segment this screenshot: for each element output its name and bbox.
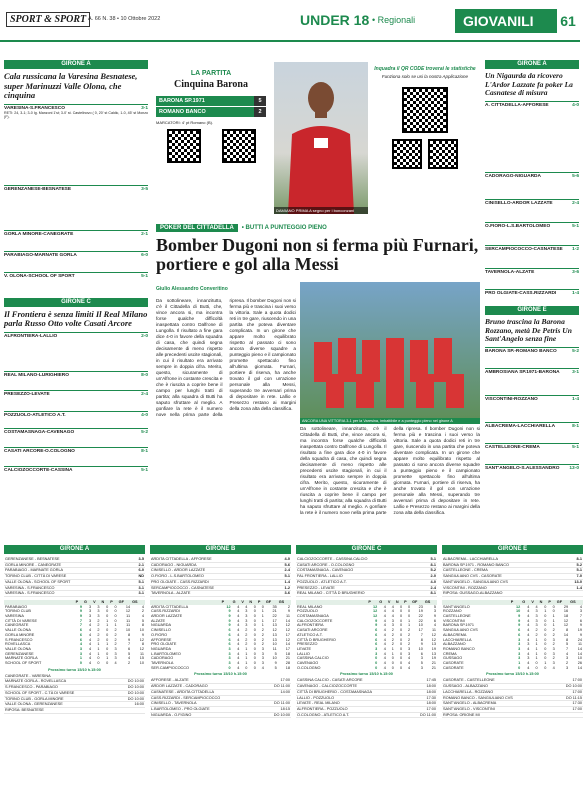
group-header: GIRONE C — [296, 545, 437, 554]
standings-table: P G V N P GF GS PARABIAGO 9 3 3 0 0 14 4 TORINO CLUB 9 3 3 0 0 12 2 VARESINA 9 3 3 0 0 11 4 CITTÀ DI VARESE 7 3 2 1 0 11 5 CANEGRATE 7 4 2 1 1 11 8 VALLE OLONA 6 4 2 0 2 10 10 GORLA MINORE 6 4 2 0 2 8 9 S.FRANCESCO 6 4 2 0 2 9 12 ROVELLASCA 4 4 1 1 2 7 8 VALLE OLONA 3 4 1 0 3 6 12 GERENZANESE 3 4 1 0 3 5 11 MARNATE GORLA 1 4 0 1 3 4 15 SCHOOL OF SPORT 0 4 0 0 4 2 10 — [5, 599, 144, 666]
match-title: CINISELLO-ARDOR LAZZATE 2-4 — [485, 200, 579, 206]
standings-row: PRO OLGIATE 6 4 2 0 2 10 14 — [151, 642, 290, 647]
fixture-row: LACCHIARELLA - ROZZANO 17:00 — [443, 689, 582, 694]
match-title: CADORAGO-NIGUARDA 5-6 — [485, 173, 579, 179]
standings-row: VALLE OLONA 3 4 1 0 3 6 12 — [5, 646, 144, 651]
player-photo — [274, 62, 368, 214]
result-row: SANGIULIANO CVS - CASORATE 7-0 — [443, 574, 582, 579]
standings-row: CALCIOZOCCORTE 9 4 3 0 1 22 6 — [297, 618, 436, 623]
standings-row: CANEGRATE 7 4 2 1 1 11 8 — [5, 623, 144, 628]
standings-row: O.FIORO 6 4 2 0 2 13 17 — [151, 632, 290, 637]
match-details-filler — [485, 179, 579, 197]
fixture-row: LALLIO - POZZUOLO 17:30 — [297, 695, 436, 700]
newspaper-logo: SPORT & SPORT — [6, 12, 90, 27]
standings-row: LALLIO 3 4 1 0 3 6 13 — [297, 651, 436, 656]
fixture-row: NIGUARDA - O.FIGINO DO 10:00 — [151, 712, 290, 717]
match-title: VARESINA-S.FRANCESCO 3-1 — [4, 105, 148, 111]
result-row: VARESINA - S.FRANCESCO 3-1 — [5, 591, 144, 596]
standings-row: SANT'ANGELO 12 4 4 0 0 29 4 — [443, 604, 582, 609]
match-title: VISCONTINI-ROZZANO 1-4 — [485, 396, 579, 402]
match-box-label: LA PARTITA — [190, 70, 232, 77]
scorers: MARCATORI: 4' pt Romano (B). — [156, 120, 214, 125]
team-score: 5 — [254, 96, 266, 106]
fixture-row: RIPOSA: ORIONE MI — [442, 712, 583, 718]
match-details-filler — [4, 258, 148, 270]
standings-row: AFFORESE 6 4 2 0 2 13 12 — [151, 637, 290, 642]
fixture-row: CASORATE - CASTELLEONE 17:00 — [443, 678, 582, 683]
standings-row: TORINO CLUB 9 3 3 0 0 12 2 — [5, 609, 144, 614]
next-round-table — [296, 678, 437, 718]
match-title: CASTELLEONE-CREMA 5-1 — [485, 445, 579, 451]
team-score: 2 — [254, 107, 266, 117]
page-number: 61 — [557, 9, 579, 33]
match-details-filler — [4, 454, 148, 464]
standings-row: CASSINA CALCIO 0 4 0 0 4 3 19 — [297, 656, 436, 661]
section-label: GIOVANILI — [455, 9, 557, 33]
fixture-row: GUSSAGO - ALBAZZANO DO 10:00 — [443, 684, 582, 689]
match-details-filler — [4, 280, 148, 294]
standings-row: LEVATE 3 4 1 0 3 10 19 — [297, 646, 436, 651]
fixture-row: ALFRONTIERA - POZZUOLO 17:00 — [297, 706, 436, 711]
match-details-filler — [4, 397, 148, 409]
fixture-row: MARNATE GORLA - ROVELLASCA DO 10:00 — [5, 679, 144, 684]
standings-row: ARDITA CITTADELLA 12 4 4 0 0 35 2 — [151, 604, 290, 609]
standings-row: ALBAZZANO 3 3 1 0 2 5 11 — [443, 642, 582, 647]
fixture-row: ROMANO BANCO - SANGIULIANO CVS DO 11:15 — [443, 695, 582, 700]
match-details-filler — [485, 354, 579, 366]
result-row: PRESEZZO - LEVATE 2-4 — [297, 585, 436, 590]
result-row: TAVERNOLA - ALZATE 3-6 — [151, 591, 290, 596]
standings-row: ROZZANO 10 4 3 1 0 16 3 — [443, 609, 582, 614]
results-table — [296, 557, 437, 597]
player-silhouette — [274, 62, 368, 214]
result-row: ALBACREMA - LACCHIARELLA 8-1 — [443, 557, 582, 561]
team-name: ROMANO BANCO — [156, 107, 254, 117]
standings-row: LACCHIARELLA 3 4 1 0 3 8 24 — [443, 637, 582, 642]
result-row: ARDITA CITTADELLA - AFFORESE 4-0 — [151, 557, 290, 561]
standings-row: CREMA 3 4 1 0 3 4 14 — [443, 651, 582, 656]
qr-code-icon[interactable] — [428, 139, 458, 169]
standings-table: P G V N P GF GS SANT'ANGELO 12 4 4 0 0 29 4 ROZZANO 10 4 3 1 0 16 3 CASTELLEONE 9 4 3 0 1 18 7 VISCONTINI 9 4 3 0 1 12 6 BARONA SP.1971 9 4 3 0 1 12 9 SANGIULIANO CVS 6 4 2 0 2 8 19 ALBACREMA 6 4 2 0 2 14 9 LACCHIARELLA 3 4 1 0 3 8 24 ALBAZZANO 3 3 1 0 2 5 11 ROMANO BANCO 3 4 1 0 3 7 14 CREMA 3 4 1 0 3 4 14 GUSSAGO 3 3 1 0 2 3 10 CASORATE 1 4 0 1 3 2 26 CASORATE 0 4 0 0 4 3 14 — [443, 599, 582, 670]
left-column — [4, 60, 148, 473]
match-title: PRO OLGIATE-CASS.RIZZARDI 1-4 — [485, 291, 579, 297]
standings-row: GORLA MINORE 6 4 2 0 2 8 9 — [5, 632, 144, 637]
standings-row: CASORATE 0 4 0 0 4 3 14 — [443, 665, 582, 670]
standings-row: ARDOR LAZZATE 9 4 3 0 1 22 11 — [151, 614, 290, 619]
result-row: CASTELLEONE - CREMA 5-1 — [443, 568, 582, 573]
standings-row: TAVERNOLA 3 4 1 0 3 9 28 — [151, 661, 290, 666]
fixture-row: SCHOOL OF SPORT - C.TÀ DI VARESE DO 10:00 — [5, 690, 144, 695]
qr-promo — [370, 66, 480, 216]
match-title: CASATI ARCORE-O.COLOGNO 8-1 — [4, 449, 148, 455]
result-row: SERCAMPIOCOCCO - CASNATESE 1-2 — [151, 585, 290, 590]
match-details: RETI: 24, 3-1; 3-0 Ig. Manzoni 1'st; 3-0' st. Castelinovo ( 0, 20' st Caldic, 1-0, 45' st Monzo (F). — [4, 110, 148, 119]
match-title: TAVERNOLA-ALZATE 3-6 — [485, 269, 579, 275]
group-results-block — [296, 545, 437, 718]
result-row: VARESINA - S.FRANCESCO 3-1 — [5, 585, 144, 590]
results-table — [150, 557, 291, 597]
standings-row: GUSSAGO 3 3 1 0 2 3 10 — [443, 656, 582, 661]
standings-row: O.COLOGNO 0 4 0 0 4 3 21 — [297, 665, 436, 670]
scoreboard — [156, 96, 266, 117]
team-silhouettes — [300, 282, 480, 418]
group-header: GIRONE B — [150, 545, 291, 554]
result-row: FAL FRONTIERA - LALLIO 2-0 — [297, 574, 436, 579]
result-row: GORLA MINORE - CANEGRATE 2-1 — [5, 562, 144, 567]
fixture-row: CITTÀ DI BRUGHERIO - COSTAMASNAGA 18:00 — [297, 689, 436, 694]
match-details-filler — [4, 192, 148, 228]
page-header — [0, 0, 580, 42]
fixture-row: SANT'ANGELO - VISCONTINI 17:00 — [443, 706, 582, 711]
group-header-e: GIRONE E — [485, 306, 579, 315]
group-results-block — [4, 545, 145, 714]
qr-code-icon[interactable] — [392, 139, 422, 169]
team-photo-caption: ANCORA UNA VITTORIA 3-1 per la Varesina, imbattibile e a punteggio pieno nel girone A — [300, 418, 480, 424]
standings-row: CITTÀ D BRUGHERIO 6 4 2 0 2 8 12 — [297, 637, 436, 642]
result-row: TORINO CLUB - CITTÀ DI VARESE ND — [5, 574, 144, 579]
match-title: COSTAMASNAGA-CAVENAGO 5-2 — [4, 429, 148, 435]
standings-row: CITTÀ DI VARESE 7 3 2 1 0 11 5 — [5, 618, 144, 623]
standings-row: PARABIAGO 9 3 3 0 0 14 4 — [5, 604, 144, 609]
standings-row: BARONA SP.1971 9 4 3 0 1 12 9 — [443, 623, 582, 628]
fixture-row: LEVATE - REAL MILANO 18:00 — [297, 701, 436, 706]
match-title: PARABIAGO-MARNATE GORLA 6-0 — [4, 253, 148, 259]
standings-row: GERENZANESE 3 4 1 0 3 5 11 — [5, 651, 144, 656]
match-title: A. CITTADELLA-AFFORESE 4-0 — [485, 102, 579, 108]
match-details-filler — [485, 275, 579, 287]
group-results-block — [150, 545, 291, 718]
result-row: CADORAGO - NIGUARDA 5-6 — [151, 562, 290, 567]
headline-a: Cala russicana la Varesina Besnatese, super Marinuzzi Valle Olona, che cinquina — [4, 71, 138, 100]
match-details-filler — [485, 402, 579, 420]
standings-row: CASATI ARCORE 6 4 2 0 2 17 11 — [297, 628, 436, 633]
result-row: VISCONTINI - ROZZANO 1-4 — [443, 585, 582, 590]
standings-row: POZZUOLO 12 4 4 0 0 19 3 — [297, 609, 436, 614]
match-title: ALFRONTIERA-LALLIO 2-0 — [4, 333, 148, 339]
standings-row: VALLE OLONA 6 4 2 0 2 10 10 — [5, 628, 144, 633]
results-table — [4, 557, 145, 597]
match-title: ALBACREMA-LACCHIARELLA 8-1 — [485, 423, 579, 429]
match-details-filler — [4, 237, 148, 249]
standings-row: S.FRANCESCO 6 4 2 0 2 9 12 — [5, 637, 144, 642]
standings-row: REAL MILANO 12 4 4 0 0 23 5 — [297, 604, 436, 609]
match-details-filler — [4, 418, 148, 426]
next-round-label: Prossimo turno 15/10 h.15:00 — [48, 667, 101, 672]
match-details-filler — [485, 429, 579, 441]
standings-table: P G V N P GF GS ARDITA CITTADELLA 12 4 4 0 0 35 2 CASS.RIZZARDI 9 4 3 0 1 21 9 ARDOR LAZZATE 9 4 3 0 1 22 11 ALZATE 9 4 3 0 1 17 14 NIGUARDA 9 4 3 0 1 13 12 CINISELLO 6 4 2 0 2 12 12 O.FIORO 6 4 2 0 2 13 17 AFFORESE 6 4 2 0 2 13 12 PRO OLGIATE 6 4 2 0 2 10 14 NIGUARDA 3 4 1 0 3 11 17 L.BARTOLOMEO 3 4 1 0 3 5 18 CADORAGO 3 4 1 0 3 10 21 TAVERNOLA 3 4 1 0 3 9 28 SER.CAMPIOCOCCO 0 4 0 0 4 5 18 — [151, 599, 290, 670]
match-title: V. OLONA-SCHOOL OF SPORT 5-1 — [4, 274, 148, 280]
result-row: SANT'ANGELO - SANGIULIANO CVS 13-0 — [443, 579, 582, 584]
match-title: GORLA MINORE-CANEGRATE 2-1 — [4, 232, 148, 238]
qr-title: Inquadra il QR CODE troverai le statistiche — [374, 66, 476, 72]
headline-ra: Un Nigaurda da ricovero L'Ardor Lazzate fa poker La Casnatese di misura — [485, 71, 573, 97]
match-box — [156, 70, 266, 176]
next-round-label: Prossimo turno 15/10 h.15:00 — [486, 672, 539, 677]
match-details-filler — [485, 108, 579, 170]
result-row: CASATI ARCORE - O.COLOGNO 8-1 — [297, 562, 436, 567]
result-row: BARONA SP.1971 - ROMANO BANCO 5-2 — [443, 562, 582, 567]
match-details-filler — [485, 450, 579, 462]
fixture-row: AFFORESE - ALZATE 17:00 — [151, 678, 290, 683]
standings-row: SANGIULIANO CVS 6 4 2 0 2 8 19 — [443, 628, 582, 633]
match-details-filler — [485, 375, 579, 393]
fixture-row: CINISELLO - TAVERNOLA DO 11:00 — [151, 701, 290, 706]
group-header-a: GIRONE A — [4, 60, 148, 69]
category-label: UNDER 18 — [300, 12, 370, 28]
standings-row: ALBACREMA 6 4 2 0 2 14 9 — [443, 632, 582, 637]
group-header: GIRONE E — [442, 545, 583, 554]
match-details-filler — [4, 121, 148, 183]
match-title: AMBROSIANA SP.1971-BARONA 3-1 — [485, 369, 579, 375]
match-details-filler — [4, 435, 148, 445]
fixture-row: L.BARTOLOMEO - PRO OLGIATE 18:15 — [151, 706, 290, 711]
next-round-table — [150, 678, 291, 718]
right-column — [485, 60, 579, 471]
qr-code-icon[interactable] — [167, 129, 201, 163]
match-title: GERENZANESE-BESNATESE 3-5 — [4, 187, 148, 193]
match-details-filler — [485, 206, 579, 220]
standings-row: SCHOOL OF SPORT 0 4 0 0 4 2 10 — [5, 661, 144, 666]
standings-row: VISCONTINI 9 4 3 0 1 12 6 — [443, 618, 582, 623]
result-row: CALCIOZOCCORTE - CASSINA CALCIO 5-1 — [297, 557, 436, 561]
standings-row: CAVENAGO 0 4 0 0 4 5 21 — [297, 661, 436, 666]
next-round-table — [4, 674, 145, 714]
result-row: O.FIORO - L.S.BARTOLOMEO 5-1 — [151, 574, 290, 579]
match-title: BARONA SP.-ROMANO BANCO 5-2 — [485, 348, 579, 354]
result-row: PARABIAGO - MARNATE GORLA 6-0 — [5, 568, 144, 573]
results-table — [442, 557, 583, 597]
result-row: REAL MILANO - CITTÀ D BRUGHERIO 8-1 — [297, 591, 436, 596]
standings-row: PRESEZZO 6 4 2 0 2 9 13 — [297, 642, 436, 647]
standings-row: NIGUARDA 9 4 3 0 1 13 12 — [151, 623, 290, 628]
group-header-c: GIRONE C — [4, 298, 148, 307]
result-row: COSTAMASNAGA - CAVENAGO 5-2 — [297, 568, 436, 573]
match-title: CALCIOZOCCORTE-CASSINA 5-1 — [4, 468, 148, 474]
qr-code-icon[interactable] — [222, 129, 256, 163]
fixture-row: CANEGRATE - VARESINA — [4, 674, 145, 679]
group-header-a: GIRONE A — [485, 60, 579, 69]
fixture-row: ARDOR LAZZATE - CADORAGO DO 11:00 — [151, 684, 290, 689]
match-title: SERCAMPIOCOCCO-CASNATESE 1-2 — [485, 246, 579, 252]
standings-row: COSTAMASNAGA 12 4 4 0 0 22 9 — [297, 614, 436, 619]
standings-row: MARNATE GORLA 1 4 0 1 3 4 15 — [5, 656, 144, 661]
article-title: Bomber Dugoni non si ferma più Furnari, portiere e gol alla Messi — [156, 235, 479, 274]
standings-row: ROVELLASCA 4 4 1 1 2 7 8 — [5, 642, 144, 647]
standings-row: CINISELLO 6 4 2 0 2 12 12 — [151, 628, 290, 633]
team-photo — [300, 282, 480, 418]
result-row: RIPOSA: GUSSAGO-ALBAZZANO — [442, 591, 583, 597]
result-row: VALLE OLONA - SCHOOL OF SPORT 5-1 — [5, 579, 144, 584]
standings-row: CASORATE 1 4 0 1 3 2 26 — [443, 661, 582, 666]
standings-row: L.BARTOLOMEO 3 4 1 0 3 5 18 — [151, 651, 290, 656]
qr-code-icon[interactable] — [402, 87, 448, 133]
fixture-row: SANT'ANGELO - ALBACREMA 17:30 — [443, 701, 582, 706]
standings-row: CADORAGO 3 4 1 0 3 10 21 — [151, 656, 290, 661]
match-details-filler — [4, 339, 148, 369]
match-title: O.FIORO-L.S.BARTOLOMEO 5-1 — [485, 223, 579, 229]
fixture-row: TORINO CLUB - GORLA MINORE DO 10:00 — [5, 696, 144, 701]
fixture-row: RIPOSA: BESNATESE — [4, 707, 145, 713]
fixture-row: S.FRANCESCO - PARABIAGO DO 10:00 — [5, 685, 144, 690]
fixture-row: CAVENAGO - CALCIOZOCCORTE 18:00 — [297, 684, 436, 689]
match-title: POZZUOLO-ATLETICO A.T. 4-0 — [4, 412, 148, 418]
group-header: GIRONE A — [4, 545, 145, 554]
match-details-filler — [485, 229, 579, 243]
headline-c: Il Frontiera è senza limiti Il Real Milano parla Russo Otto volte Casati Arcore — [4, 308, 148, 329]
match-details-filler — [485, 252, 579, 266]
standings-row: CASS.RIZZARDI 9 4 3 0 1 21 9 — [151, 609, 290, 614]
fixture-row: CASSINA CALCIO - CASATI ARCORE 17:45 — [297, 678, 436, 683]
team-name: BARONA SP.1971 — [156, 96, 254, 106]
match-details-filler — [4, 378, 148, 388]
match-title: SANT'ANGELO-S.ALESSANDRO 13-0 — [485, 466, 579, 472]
article-body: Da sottolineare, innanzitutto, c'è il Cittadella di Butti, che, vince ancora si, ma incontra forse qualche difficoltà inaspettata contro Dalfrone di Lungolla. Il risultato a fine gara dice 4-0 in favore della squadra di casa, che quindi segna decisamente di meno rispetto alle precedenti uscite stagionali, in cui il risultato era arrivato sempre in doppia cifra. Merito, questo, sicuramente di un'Alfrone in costante crescita e che è riuscita a coprire bene il campo per lunghi tratti di partita; alla squadra di Butti ha saputo sfruttare al meglio. A gonfiare la rete è il numero nove nella prima parte della ripresa. Il bomber Dugoni non si ferma più e trascina i suoi verso la vittoria. Sale a quota dodici reti in tre gare, riuscendo in una partita che poteva diventare complicata. In un girone che appare molto equilibrato rispetto al passato ci sono ancora diverse squadre a punteggio pieno e il campionato promette spettacolo fino all'ultima giornata. Furnari, portiere di riserva, ha anche trovato il gol con un'azione personale alla Messi, superando tre avversari prima di depositare in rete. Lallio e Presezzo restano ai margini della zona alta della classifica. — [156, 298, 296, 417]
match-title: REAL MILANO-LURIGHIERO 8-0 — [4, 372, 148, 378]
fixture-row: CASNATESE - ARDITA CITTADELLA 14:00 — [151, 689, 290, 694]
standings-row: SER.CAMPIOCOCCO 0 4 0 0 4 5 18 — [151, 665, 290, 670]
standings-row: CASTELLEONE 9 4 3 0 1 18 7 — [443, 614, 582, 619]
result-row: CINISELLO - ARDOR LAZZATE 2-4 — [151, 568, 290, 573]
match-title: PRESEZZO-LEVATE 2-4 — [4, 391, 148, 397]
next-round-table — [442, 678, 583, 718]
fixture-row: VALLE OLONA - GERENZANESE 16:00 — [5, 702, 144, 707]
match-box-title: Cinquina Barona — [173, 79, 248, 90]
article-byline: Giulio Alessandro Converitino — [156, 286, 228, 292]
subcategory-label: • Regionali — [372, 15, 416, 25]
next-round-label: Prossimo turno 15/10 h.15:00 — [340, 672, 393, 677]
issue-info: A. 66 N. 38 • 10 Ottobre 2022 — [88, 16, 161, 22]
fixture-row: O.COLOGNO - ATLETICO A.T. DO 11:00 — [297, 712, 436, 717]
standings-row: NIGUARDA 3 4 1 0 3 11 17 — [151, 646, 290, 651]
photo-caption: DAMIANO PRIMA A segno per i bonconzani — [274, 207, 368, 214]
result-row: PRO OLGIATE - CASS.RIZZARDI 1-4 — [151, 579, 290, 584]
article-body-continued: Da sottolineare, innanzitutto, c'è il Cittadella di Butti, che, vince ancora si, ma incontra forse qualche difficoltà inaspettata contro Dalfrone di Lungolla. Il risultato a fine gara dice 4-0 in favore della squadra di casa, che quindi segna decisamente di meno rispetto alle precedenti uscite stagionali, in cui il risultato era arrivato sempre in doppia cifra. Merito, questo, sicuramente di un'Alfrone in costante crescita e che è riuscita a coprire bene il campo per lunghi tratti di partita; alla squadra di Butti ha saputo sfruttare al meglio. A gonfiare la rete è il numero nove nella prima parte della ripresa. Il bomber Dugoni non si ferma più e trascina i suoi verso la vittoria. Sale a quota dodici reti in tre gare, riuscendo in una partita che poteva diventare complicata. In un girone che appare molto equilibrato rispetto al passato ci sono ancora diverse squadre a punteggio pieno e il campionato promette spettacolo fino all'ultima giornata. Furnari, portiere di riserva, ha anche trovato il gol con un'azione personale alla Messi, superando tre avversari prima di depositare in rete. Lallio e Presezzo restano ai margini della zona alta della classifica. — [300, 426, 480, 515]
standings-row: ROMANO BANCO 3 4 1 0 3 7 14 — [443, 646, 582, 651]
next-round-label: Prossimo turno 15/10 h.15:00 — [194, 672, 247, 677]
qr-text: Funziona solo se usi la nostra Applicazione — [381, 74, 469, 79]
standings-row: ALFRONTIERA 9 4 3 0 1 10 4 — [297, 623, 436, 628]
group-results-block — [442, 545, 583, 718]
fixture-row: CASS.RIZZARDI - SERCAMPIOCOCCO — [150, 695, 291, 701]
standings-table: P G V N P GF GS REAL MILANO 12 4 4 0 0 23 5 POZZUOLO 12 4 4 0 0 19 3 COSTAMASNAGA 12 4 4 0 0 22 9 CALCIOZOCCORTE 9 4 3 0 1 22 6 ALFRONTIERA 9 4 3 0 1 10 4 CASATI ARCORE 6 4 2 0 2 17 11 ATLETICO A.T. 6 4 2 0 2 7 12 CITTÀ D BRUGHERIO 6 4 2 0 2 8 12 PRESEZZO 6 4 2 0 2 9 13 LEVATE 3 4 1 0 3 10 19 LALLIO 3 4 1 0 3 6 13 CASSINA CALCIO 0 4 0 0 4 3 19 CAVENAGO 0 4 0 0 4 5 21 O.COLOGNO 0 4 0 0 4 3 21 — [297, 599, 436, 670]
standings-row: ATLETICO A.T. 6 4 2 0 2 7 12 — [297, 632, 436, 637]
result-row: POZZUOLO - ATLETICO A.T. 4-0 — [297, 579, 436, 584]
result-row: GERENZANESE - BESNATESE 3-5 — [5, 557, 144, 561]
standings-row: VARESINA 9 3 3 0 0 11 4 — [5, 614, 144, 619]
headline-re: Bruno trascina la Barona Rozzano, metà De Petris Un Sant'Angelo senza fine — [485, 317, 572, 344]
article-kicker: POKER DEL CITTADELLA • BUTTI A PUNTEGGIO PIENO — [156, 224, 480, 234]
standings-row: ALZATE 9 4 3 0 1 17 14 — [151, 618, 290, 623]
